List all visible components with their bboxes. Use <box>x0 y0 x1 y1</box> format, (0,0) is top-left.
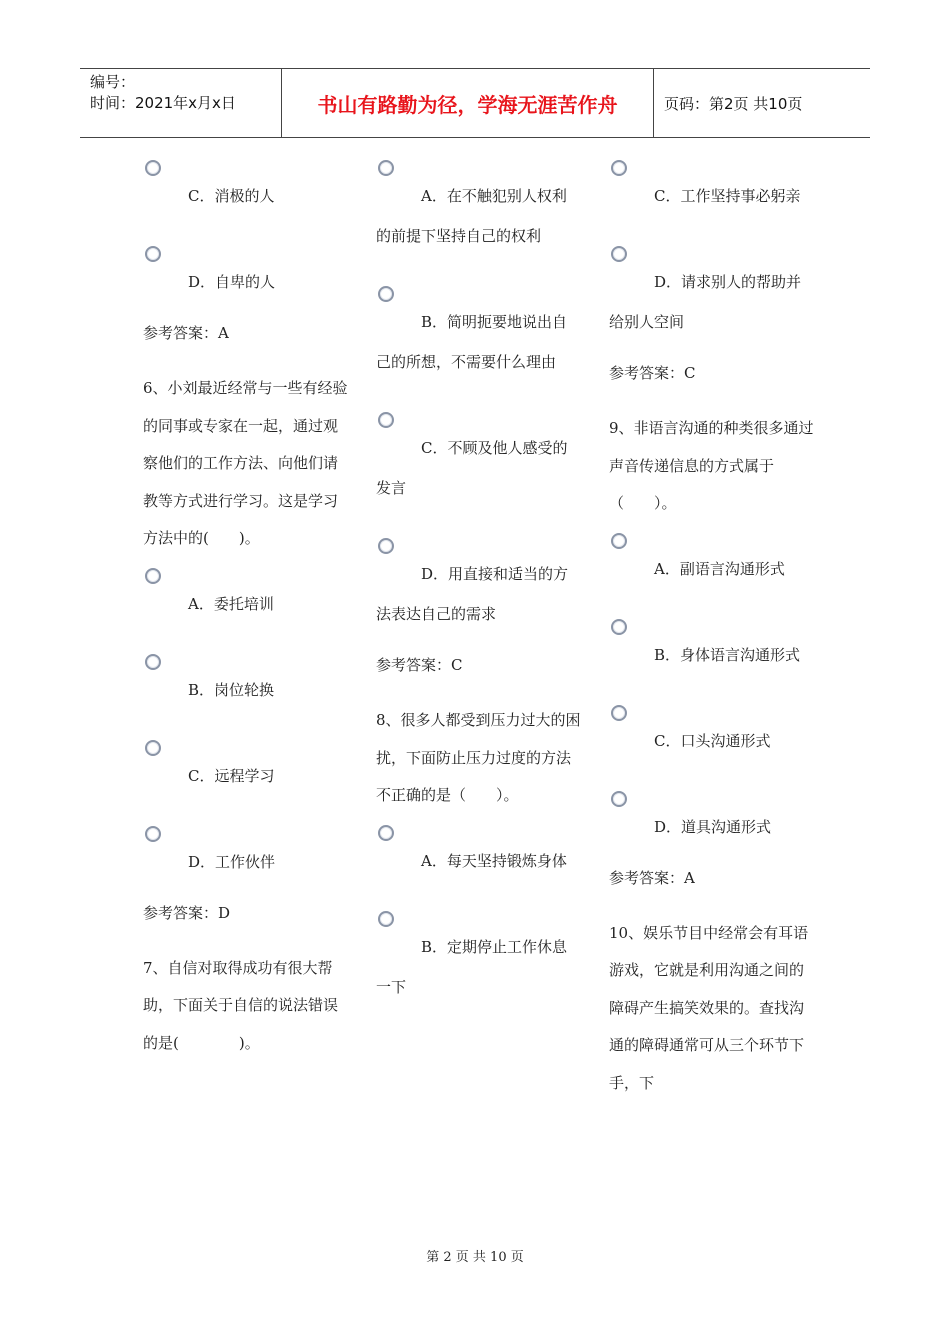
option-text: C．远程学习 <box>188 766 275 785</box>
option-text: B．岗位轮换 <box>188 680 275 699</box>
option-text: B．定期停止工作休息一下 <box>376 937 568 996</box>
header-page-info: 页码：第2页 共10页 <box>664 94 803 113</box>
question-9: 9、非语言沟通的种类很多通过声音传递信息的方式属于（ ）。 <box>609 419 814 512</box>
radio-button[interactable] <box>611 791 627 807</box>
radio-button[interactable] <box>611 705 627 721</box>
radio-button[interactable] <box>611 160 627 176</box>
radio-button[interactable] <box>378 286 394 302</box>
reference-answer: 参考答案：C <box>609 364 696 382</box>
option-text: A．副语言沟通形式 <box>654 559 785 578</box>
radio-button[interactable] <box>378 825 394 841</box>
question-8: 8、很多人都受到压力过大的困扰，下面防止压力过度的方法不正确的是（ ）。 <box>376 711 581 804</box>
option-text: B．身体语言沟通形式 <box>654 645 801 664</box>
radio-button[interactable] <box>145 160 161 176</box>
radio-button[interactable] <box>145 246 161 262</box>
radio-button[interactable] <box>145 740 161 756</box>
option-text: C．口头沟通形式 <box>654 731 771 750</box>
radio-button[interactable] <box>145 568 161 584</box>
header-meta <box>80 69 281 137</box>
reference-answer: 参考答案：D <box>143 903 231 922</box>
page-footer: 第 2 页 共 10 页 <box>426 1250 524 1265</box>
option-text: C．工作坚持事必躬亲 <box>654 187 801 205</box>
column-3 <box>609 150 814 1102</box>
option-text: A．委托培训 <box>188 594 274 613</box>
time-label: 时间：2021年x月x日 <box>90 94 236 112</box>
radio-button[interactable] <box>611 246 627 262</box>
question-7: 7、自信对取得成功有很大帮助，下面关于自信的说法错误的是( )。 <box>143 958 339 1052</box>
radio-button[interactable] <box>611 619 627 635</box>
option-text: D．请求别人的帮助并给别人空间 <box>609 273 802 331</box>
number-label: 编号： <box>90 73 136 91</box>
option-text: D．工作伙伴 <box>188 852 276 871</box>
radio-button[interactable] <box>378 538 394 554</box>
radio-button[interactable] <box>145 654 161 670</box>
column-2 <box>376 150 581 1007</box>
option-text: C．消极的人 <box>188 187 275 205</box>
radio-button[interactable] <box>378 412 394 428</box>
question-10: 10、娱乐节目中经常会有耳语游戏，它就是利用沟通之间的障碍产生搞笑效果的。查找沟通的障碍通常可从三个环节下手，下 <box>609 923 809 1092</box>
page-header <box>80 68 870 138</box>
reference-answer: 参考答案：A <box>143 324 229 342</box>
option-text: D．自卑的人 <box>188 273 276 291</box>
radio-button[interactable] <box>145 826 161 842</box>
option-text: A．每天坚持锻炼身体 <box>421 851 567 870</box>
question-6: 6、小刘最近经常与一些有经验的同事或专家在一起，通过观察他们的工作方法、向他们请教等方式进行学习。这是学习方法中的( )。 <box>143 379 348 547</box>
reference-answer: 参考答案：C <box>376 656 463 674</box>
radio-button[interactable] <box>611 533 627 549</box>
radio-button[interactable] <box>378 911 394 927</box>
option-text: C．不顾及他人感受的发言 <box>376 439 568 497</box>
header-motto: 书山有路勤为径，学海无涯苦作舟 <box>281 69 654 137</box>
option-text: D．用直接和适当的方法表达自己的需求 <box>376 565 569 623</box>
column-1 <box>143 150 348 1062</box>
reference-answer: 参考答案：A <box>609 868 695 887</box>
option-text: A．在不触犯别人权利的前提下坚持自己的权利 <box>376 187 567 245</box>
option-text: D．道具沟通形式 <box>654 817 772 836</box>
option-text: B．简明扼要地说出自己的所想，不需要什么理由 <box>376 313 568 371</box>
radio-button[interactable] <box>378 160 394 176</box>
